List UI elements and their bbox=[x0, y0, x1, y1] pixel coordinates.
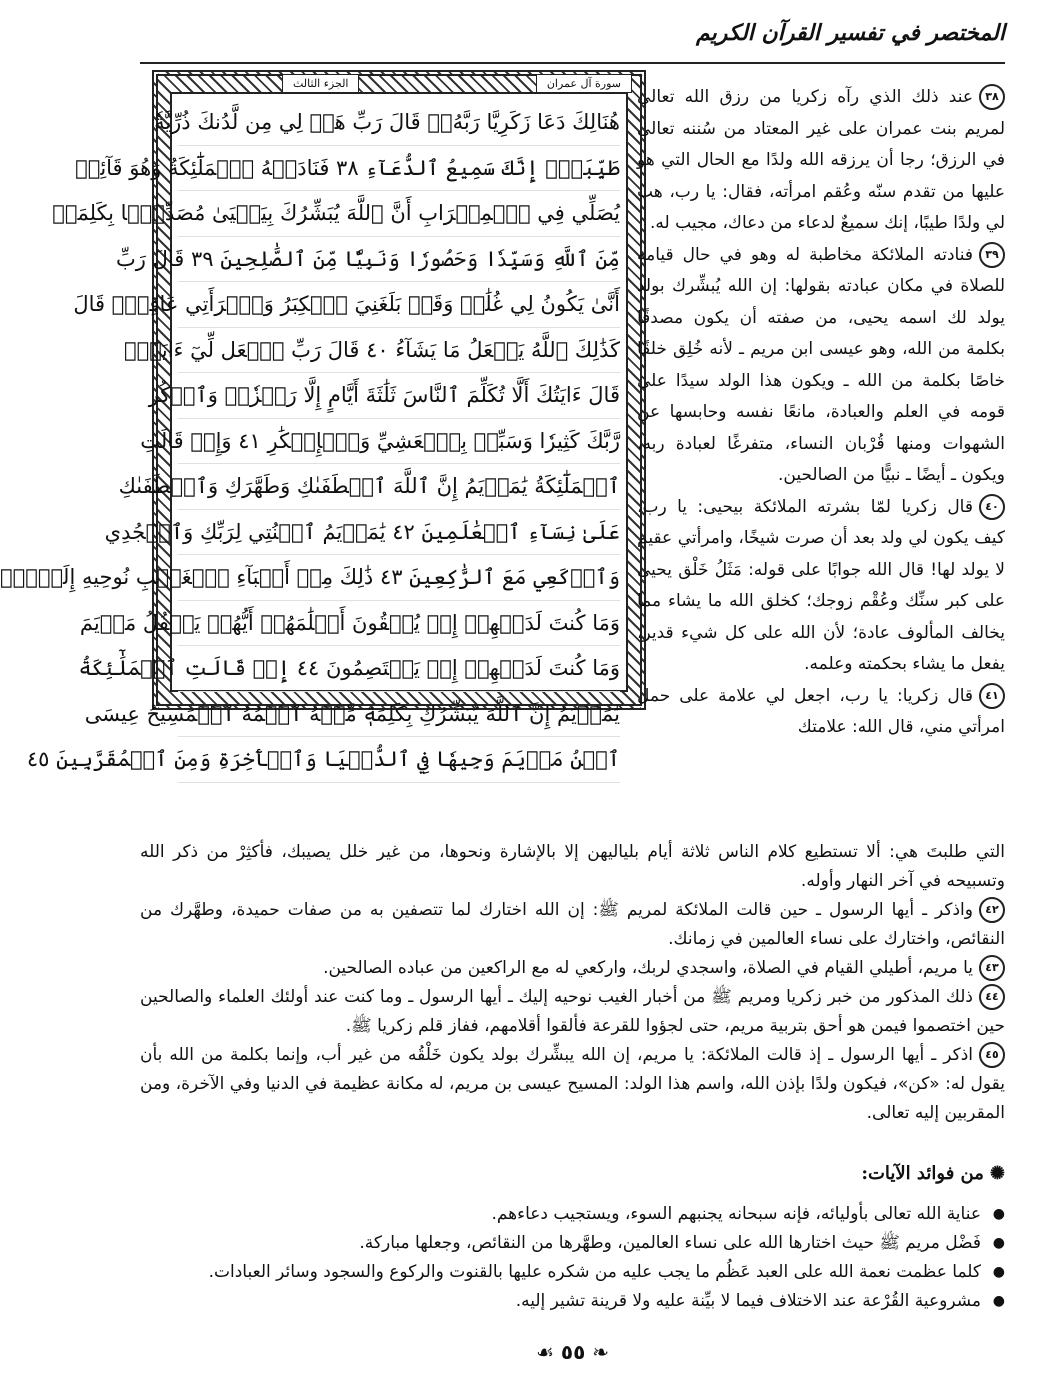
benefits-heading bbox=[861, 1163, 1005, 1184]
verse-line: عَلَىٰ نِسَآءِ ٱلۡعَٰلَمِينَ ٤٢ يَٰمَرۡيَمُ ٱقۡنُتِي لِرَبِّكِ وَٱسۡجُدِي bbox=[178, 510, 620, 556]
surah-label: سورة آل عمران bbox=[536, 74, 632, 93]
tafsir-text: قال زكريا: يا رب، اجعل لي علامة على حمل امرأتي مني، قال الله: علامتك bbox=[637, 685, 1005, 737]
verse-number-badge: ٤٣ bbox=[979, 955, 1005, 981]
verse-number-badge: ٣٩ bbox=[979, 242, 1005, 268]
benefit-item: ● عناية الله تعالى بأوليائه، فإنه سبحانه يجنبهم السوء، ويستجيب دعاءهم. bbox=[140, 1200, 1005, 1229]
ornament-left-icon: ❧ bbox=[592, 1340, 610, 1364]
tafsir-text: قال زكريا لمّا بشرته الملائكة بيحيى: يا رب، كيف يكون لي ولد بعد أن صرت شيخًا، وامرأتي عقيم لا يولد لها! قال الله جوابًا على قوله: مَثَلُ خَلْق يحيى على كبر سنِّك وعُقْم زوجك؛ كخلق الله ما يشاء مما يخالف المألوف عادة؛ لأن الله على كل شيء قدير، يفعل ما يشاء بحكمته وعلمه. bbox=[637, 496, 1005, 674]
quran-verses bbox=[0, 100, 620, 771]
tafsir-continuation bbox=[140, 838, 1005, 1128]
tafsir-text: اذكر ـ أيها الرسول ـ إذ قالت الملائكة: يا مريم، إن الله يبشِّرك بولد يكون خَلْقُه من غير أب، وإنما بكلمة من الله بأن يقول له: «كن»، فيكون ولدًا بإذن الله، واسم هذا الولد: المسيح عيسى بن مريم، له مكانة عظيمة في الدنيا وفي الآخرة، ومن المقربين إليه تعالى. bbox=[140, 1045, 1005, 1123]
tafsir-paragraph bbox=[140, 838, 1005, 896]
verse-line: هُنَالِكَ دَعَا زَكَرِيَّا رَبَّهُۥۖ قَالَ رَبِّ هَبۡ لِي مِن لَّدُنكَ ذُرِّيَّةٗ bbox=[178, 100, 620, 146]
verse-number-badge: ٤٤ bbox=[979, 984, 1005, 1010]
tafsir-text: ذلك المذكور من خبر زكريا ومريم ﷺ من أخبار الغيب نوحيه إليك ـ أيها الرسول ـ وما كنت عند أولئك العلماء والصالحين حين اختصموا فيمن هو أحق بتربية مريم، حتى لجؤوا للقرعة فألقوا أقلامهم، ففاز قلم زكريا ﷺ. bbox=[140, 987, 1005, 1036]
page-header bbox=[140, 18, 1005, 60]
verse-line: ٱلۡمَلَٰٓئِكَةُ يَٰمَرۡيَمُ إِنَّ ٱللَّهَ ٱصۡطَفَىٰكِ وَطَهَّرَكِ وَٱصۡطَفَىٰكِ bbox=[178, 464, 620, 510]
tafsir-text: عند ذلك الذي رآه زكريا من رزق الله تعالى لمريم بنت عمران على غير المعتاد من سُننه تعالى في الرزق؛ رجا أن يرزقه الله ولدًا مع الحال التي هو عليها من تقدم سنّه وعُقم امرأته، فقال: يا رب، هب لي ولدًا طيبًا، إنك سميعٌ لدعاء من دعاك، مجيب له. bbox=[637, 87, 1005, 233]
verse-line: رَّبَّكَ كَثِيرٗا وَسَبِّحۡ بِٱلۡعَشِيِّ وَٱلۡإِبۡكَٰرِ ٤١ وَإِذۡ قَالَتِ bbox=[178, 419, 620, 465]
verse-line: يُصَلِّي فِي ٱلۡمِحۡرَابِ أَنَّ ٱللَّهَ يُبَشِّرُكَ بِيَحۡيَىٰ مُصَدِّقَۢا بِكَلِمَةٖ bbox=[178, 191, 620, 237]
verse-line: وَٱرۡكَعِي مَعَ ٱلرَّٰكِعِينَ ٤٣ ذَٰلِكَ مِنۡ أَنۢبَآءِ ٱلۡغَيۡبِ نُوحِيهِ إِلَيۡكَۚ bbox=[178, 555, 620, 601]
header-divider bbox=[140, 62, 1005, 64]
verse-number-badge: ٣٨ bbox=[979, 84, 1005, 110]
tafsir-paragraph bbox=[140, 983, 1005, 1041]
benefits-list bbox=[140, 1200, 1005, 1316]
tafsir-column bbox=[637, 82, 1005, 744]
juz-label: الجزء الثالث bbox=[282, 74, 359, 93]
sun-ornament-icon: ✺ bbox=[989, 1163, 1005, 1184]
verse-line: ٱبۡنُ مَرۡيَمَ وَجِيهٗا فِي ٱلدُّنۡيَا وَٱلۡأٓخِرَةِ وَمِنَ ٱلۡمُقَرَّبِينَ ٤٥ bbox=[178, 737, 620, 783]
tafsir-paragraph bbox=[637, 492, 1005, 681]
ornament-right-icon: ☙ bbox=[535, 1340, 554, 1364]
tafsir-text: يا مريم، أطيلي القيام في الصلاة، واسجدي لربك، واركعي له مع الراكعين من عباده الصالحين. bbox=[323, 958, 973, 978]
verse-line: مِّنَ ٱللَّهِ وَسَيِّدٗا وَحَصُورٗا وَنَبِيّٗا مِّنَ ٱلصَّٰلِحِينَ ٣٩ قَالَ رَبِّ bbox=[178, 237, 620, 283]
verse-line: طَيِّبَةًۖ إِنَّكَ سَمِيعُ ٱلدُّعَآءِ ٣٨ فَنَادَتۡهُ ٱلۡمَلَٰٓئِكَةُ وَهُوَ قَآئِمٞ bbox=[178, 146, 620, 192]
tafsir-paragraph bbox=[140, 1041, 1005, 1128]
verse-line: كَذَٰلِكَ ٱللَّهُ يَفۡعَلُ مَا يَشَآءُ ٤٠ قَالَ رَبِّ ٱجۡعَل لِّيٓ ءَايَةٗۖ bbox=[178, 328, 620, 374]
verse-number-badge: ٤١ bbox=[979, 683, 1005, 709]
quran-frame bbox=[0, 70, 646, 771]
benefit-item: ● فَضْل مريم ﷺ حيث اختارها الله على نساء العالمين، وطهَّرها من النقائص، وجعلها مباركة. bbox=[140, 1229, 1005, 1258]
verse-number-badge: ٤٢ bbox=[979, 897, 1005, 923]
tafsir-text: التي طلبتَ هي: ألا تستطيع كلام الناس ثلاثة أيام بلياليهن إلا بالإشارة ونحوها، من غير خلل يصيبك، فأكثِرْ من ذكر الله وتسبيحه في آخر النهار وأوله. bbox=[140, 842, 1005, 891]
tafsir-paragraph bbox=[637, 240, 1005, 492]
tafsir-text: فنادته الملائكة مخاطبة له وهو في حال قيامه للصلاة في مكان عبادته بقولها: إن الله يُبشِّرك بولد يولد لك اسمه يحيى، من صفته أن يكون مصدقًا بكلمة من الله، وهو عيسى ابن مريم ـ لأنه خُلِق خلقًا خاصًا بكلمة من الله ـ ويكون هذا الولد سيدًا على قومه في العلم والعبادة، مانعًا نفسه وحابسها عن الشهوات ومنها قُرْبان النساء، متفرغًا لعبادة ربه، ويكون ـ أيضًا ـ نبيًّا من الصالحين. bbox=[637, 244, 1005, 485]
tafsir-text: واذكر ـ أيها الرسول ـ حين قالت الملائكة لمريم ﷺ: إن الله اختارك لما تتصفين به من صفات حميدة، وطهَّرك من النقائص، واختارك على نساء العالمين في زمانك. bbox=[140, 900, 1005, 949]
benefit-item: ● كلما عظمت نعمة الله على العبد عَظُم ما يجب عليه من شكره عليها بالقنوت والركوع والسجود وسائر العبادات. bbox=[140, 1258, 1005, 1287]
verse-line: يَٰمَرۡيَمُ إِنَّ ٱللَّهَ يُبَشِّرُكِ بِكَلِمَةٖ مِّنۡهُ ٱسۡمُهُ ٱلۡمَسِيحُ عِيسَى bbox=[178, 692, 620, 738]
verse-line: وَمَا كُنتَ لَدَيۡهِمۡ إِذۡ يَخۡتَصِمُونَ ٤٤ إِذۡ قَالَتِ ٱلۡمَلَٰٓئِكَةُ bbox=[178, 646, 620, 692]
verse-line: أَنَّىٰ يَكُونُ لِي غُلَٰمٞ وَقَدۡ بَلَغَنِيَ ٱلۡكِبَرُ وَٱمۡرَأَتِي عَاقِرٞۖ قَالَ bbox=[178, 282, 620, 328]
tafsir-paragraph bbox=[140, 896, 1005, 954]
book-title: المختصر في تفسير القرآن الكريم bbox=[696, 20, 1005, 46]
verse-number-badge: ٤٥ bbox=[979, 1042, 1005, 1068]
benefit-item: ● مشروعية القُرْعة عند الاختلاف فيما لا بيِّنة عليه ولا قرينة تشير إليه. bbox=[140, 1287, 1005, 1316]
tafsir-paragraph bbox=[637, 681, 1005, 744]
page-number-text: ٥٥ bbox=[560, 1340, 586, 1364]
tafsir-paragraph bbox=[140, 954, 1005, 983]
verse-line: وَمَا كُنتَ لَدَيۡهِمۡ إِذۡ يُلۡقُونَ أَقۡلَٰمَهُمۡ أَيُّهُمۡ يَكۡفُلُ مَرۡيَمَ bbox=[178, 601, 620, 647]
tafsir-paragraph bbox=[637, 82, 1005, 240]
benefits-title-text: من فوائد الآيات: bbox=[861, 1163, 984, 1184]
verse-number-badge: ٤٠ bbox=[979, 494, 1005, 520]
page-number bbox=[100, 1340, 1045, 1364]
verse-line: قَالَ ءَايَتُكَ أَلَّا تُكَلِّمَ ٱلنَّاسَ ثَلَٰثَةَ أَيَّامٍ إِلَّا رَمۡزٗاۗ وَٱذۡكُر bbox=[178, 373, 620, 419]
